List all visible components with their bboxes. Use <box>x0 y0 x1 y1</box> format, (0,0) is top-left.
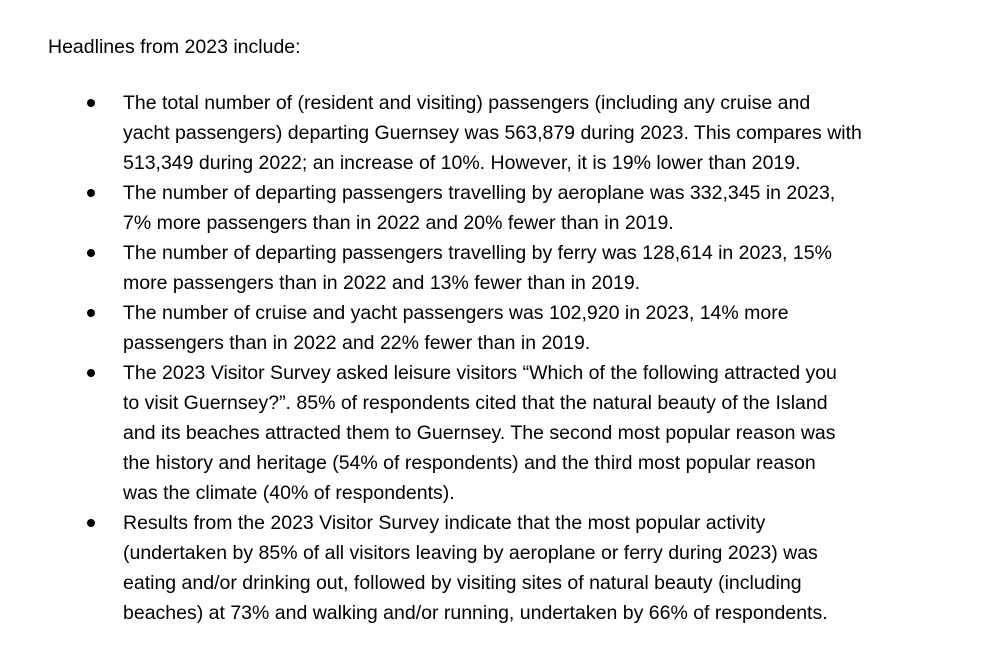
document-heading: Headlines from 2023 include: <box>48 36 301 58</box>
bullet-text-line: The 2023 Visitor Survey asked leisure visitors “Which of the following attracted you <box>123 362 837 384</box>
bullet-dot-icon <box>87 249 95 257</box>
bullet-item-ferry-passengers <box>0 238 973 298</box>
bullet-item-total-passengers <box>0 88 973 178</box>
bullet-text-line: was the climate (40% of respondents). <box>123 482 455 504</box>
bullet-text-line: yacht passengers) departing Guernsey was 563,879 during 2023. This compares with <box>123 122 862 144</box>
bullet-item-aeroplane-passengers <box>0 178 973 238</box>
bullet-text-line: The number of departing passengers travelling by aeroplane was 332,345 in 2023, <box>123 182 836 204</box>
bullet-text-line: and its beaches attracted them to Guernsey. The second most popular reason was <box>123 422 836 444</box>
bullet-text-line: The number of departing passengers travelling by ferry was 128,614 in 2023, 15% <box>123 242 832 264</box>
bullet-text-line: eating and/or drinking out, followed by visiting sites of natural beauty (including <box>123 572 802 594</box>
bullet-text-line: beaches) at 73% and walking and/or running, undertaken by 66% of respondents. <box>123 602 828 624</box>
bullet-text-line: passengers than in 2022 and 22% fewer than in 2019. <box>123 332 591 354</box>
bullet-text-line: (undertaken by 85% of all visitors leaving by aeroplane or ferry during 2023) was <box>123 542 818 564</box>
bullet-item-cruise-yacht-passengers <box>0 298 973 358</box>
bullet-text-line: 513,349 during 2022; an increase of 10%. However, it is 19% lower than 2019. <box>123 152 801 174</box>
bullet-text-line: more passengers than in 2022 and 13% fewer than in 2019. <box>123 272 641 294</box>
bullet-item-visitor-survey-activities <box>0 508 973 628</box>
bullet-dot-icon <box>87 189 95 197</box>
bullet-text-line: The number of cruise and yacht passengers was 102,920 in 2023, 14% more <box>123 302 789 324</box>
bullet-dot-icon <box>87 309 95 317</box>
bullet-text-line: The total number of (resident and visiting) passengers (including any cruise and <box>123 92 811 114</box>
bullet-item-visitor-survey-attractions <box>0 358 973 508</box>
bullet-dot-icon <box>87 99 95 107</box>
bullet-text-line: Results from the 2023 Visitor Survey indicate that the most popular activity <box>123 512 766 534</box>
bullet-text-line: the history and heritage (54% of respondents) and the third most popular reason <box>123 452 816 474</box>
bullet-text-line: 7% more passengers than in 2022 and 20% fewer than in 2019. <box>123 212 674 234</box>
headline-bullet-list <box>0 88 990 628</box>
bullet-dot-icon <box>87 369 95 377</box>
bullet-text-line: to visit Guernsey?”. 85% of respondents cited that the natural beauty of the Island <box>123 392 828 414</box>
bullet-dot-icon <box>87 519 95 527</box>
